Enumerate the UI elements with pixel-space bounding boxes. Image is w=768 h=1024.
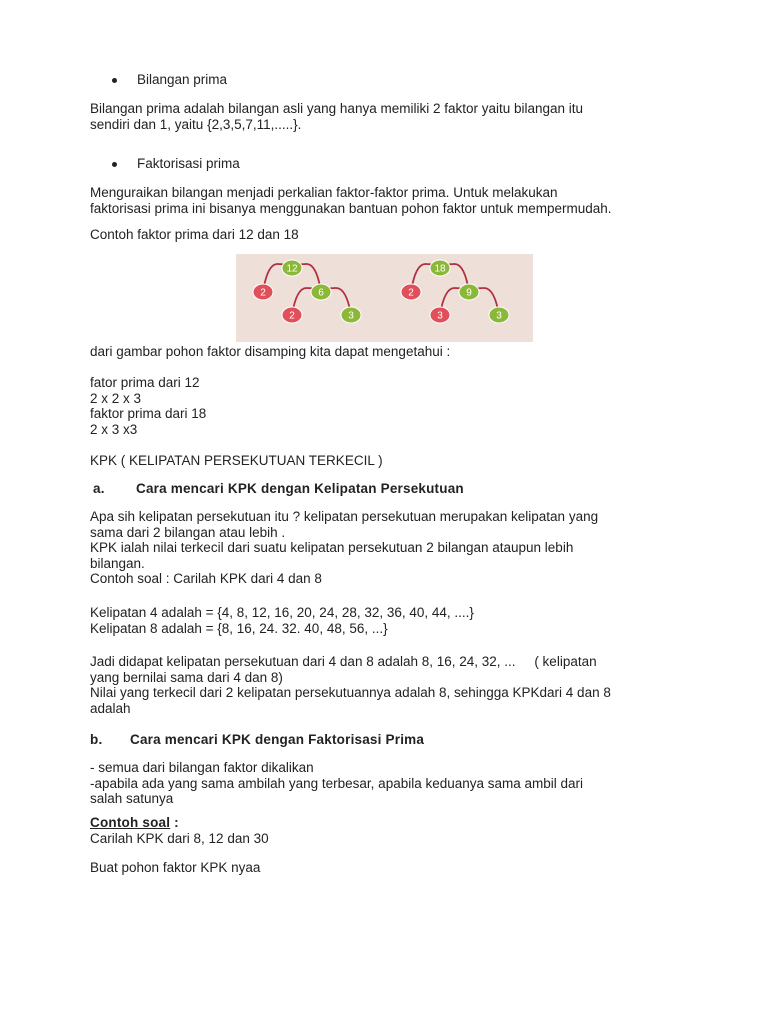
text-line: Jadi didapat kelipatan persekutuan dari 4 dan 8 adalah 8, 16, 24, 32, ... ( kelipatan: [90, 654, 597, 669]
bullet-dot-icon: [112, 78, 117, 83]
contoh-soal-block: [90, 815, 690, 846]
factor-results: [90, 375, 690, 437]
tree-node-label: 3: [437, 310, 443, 322]
paragraph-bilangan-prima: [90, 101, 690, 132]
multiples-list: [90, 605, 690, 636]
text-line: Carilah KPK dari 8, 12 dan 30: [90, 830, 269, 846]
text-line: dari gambar pohon faktor disamping kita dapat mengetahui :: [90, 344, 451, 359]
contoh-soal-colon: :: [170, 815, 179, 830]
bullet-label: Bilangan prima: [137, 72, 228, 87]
factor-tree-12: [253, 260, 361, 323]
last-line: [90, 860, 690, 876]
text-line: Kelipatan 4 adalah = {4, 8, 12, 16, 20, 24, 28, 32, 36, 40, 44, ....}: [90, 605, 474, 620]
bullet-label: Faktorisasi prima: [137, 156, 240, 171]
text-line: Kelipatan 8 adalah = {8, 16, 24. 32. 40, 48, 56, ...}: [90, 620, 388, 636]
section-b-heading: [90, 732, 690, 748]
tree-node-label: 12: [286, 263, 298, 275]
text-line: faktor prima dari 18: [90, 406, 207, 421]
text-line: bilangan.: [90, 555, 145, 571]
text-line: Nilai yang terkecil dari 2 kelipatan persekutuannya adalah 8, sehingga KPKdari 4 dan 8: [90, 685, 611, 700]
contoh-soal-heading: [90, 815, 690, 831]
contoh-soal-label: Contoh soal: [90, 815, 171, 830]
text-line: adalah: [90, 700, 131, 716]
text-line: sendiri dan 1, yaitu {2,3,5,7,11,.....}.: [90, 116, 302, 132]
paragraph-faktorisasi: [90, 185, 690, 216]
section-title: Cara mencari KPK dengan Faktorisasi Prima: [130, 732, 425, 747]
text-line: Bilangan prima adalah bilangan asli yang hanya memiliki 2 faktor yaitu bilangan itu: [90, 101, 584, 116]
text-line: -apabila ada yang sama ambilah yang terbesar, apabila keduanya sama ambil dari: [90, 775, 584, 791]
text-line: Apa sih kelipatan persekutuan itu ? kelipatan persekutuan merupakan kelipatan yang: [90, 509, 599, 524]
text-line: 2 x 2 x 3: [90, 390, 142, 406]
text-line: fator prima dari 12: [90, 375, 200, 390]
text-line: salah satunya: [90, 791, 174, 806]
tree-node-label: 18: [434, 263, 446, 275]
tree-node-label: 3: [496, 310, 502, 322]
bullet-dot-icon: [112, 162, 117, 167]
text-line: yang bernilai sama dari 4 dan 8): [90, 669, 283, 685]
text-line: Buat pohon faktor KPK nyaa: [90, 860, 261, 875]
tree-node-label: 2: [289, 310, 295, 322]
text-line: KPK ialah nilai terkecil dari suatu kelipatan persekutuan 2 bilangan ataupun lebih: [90, 540, 574, 555]
text-line: - semua dari bilangan faktor dikalikan: [90, 760, 314, 775]
section-a-heading: [93, 481, 693, 497]
tree-node-label: 6: [318, 287, 324, 299]
example-title: [90, 227, 690, 243]
paragraph-section-a: [90, 509, 690, 587]
section-title: Cara mencari KPK dengan Kelipatan Persekutuan: [136, 481, 464, 496]
paragraph-conclusion: [90, 654, 690, 716]
factor-tree-svg: [236, 254, 533, 342]
tree-node-label: 3: [348, 310, 354, 322]
text-line: Menguraikan bilangan menjadi perkalian faktor-faktor prima. Untuk melakukan: [90, 185, 558, 200]
text-line: Contoh soal : Carilah KPK dari 4 dan 8: [90, 571, 322, 586]
factor-tree-image: [236, 254, 533, 342]
text-line: Contoh faktor prima dari 12 dan 18: [90, 227, 299, 242]
paragraph-tree-caption: [90, 344, 690, 360]
tree-node-label: 2: [408, 287, 414, 299]
text-line: 2 x 3 x3: [90, 421, 138, 437]
section-letter: a.: [93, 481, 105, 496]
paragraph-section-b: [90, 760, 690, 807]
text-line: faktorisasi prima ini bisanya menggunakan bantuan pohon faktor untuk mempermudah.: [90, 200, 612, 216]
tree-node-label: 9: [466, 287, 472, 299]
section-letter: b.: [90, 732, 103, 747]
factor-tree-18: [401, 260, 509, 323]
text-line: sama dari 2 bilangan atau lebih .: [90, 524, 286, 540]
text-line: KPK ( KELIPATAN PERSEKUTUAN TERKECIL ): [90, 453, 383, 468]
tree-node-label: 2: [260, 287, 266, 299]
kpk-title: [90, 453, 690, 469]
